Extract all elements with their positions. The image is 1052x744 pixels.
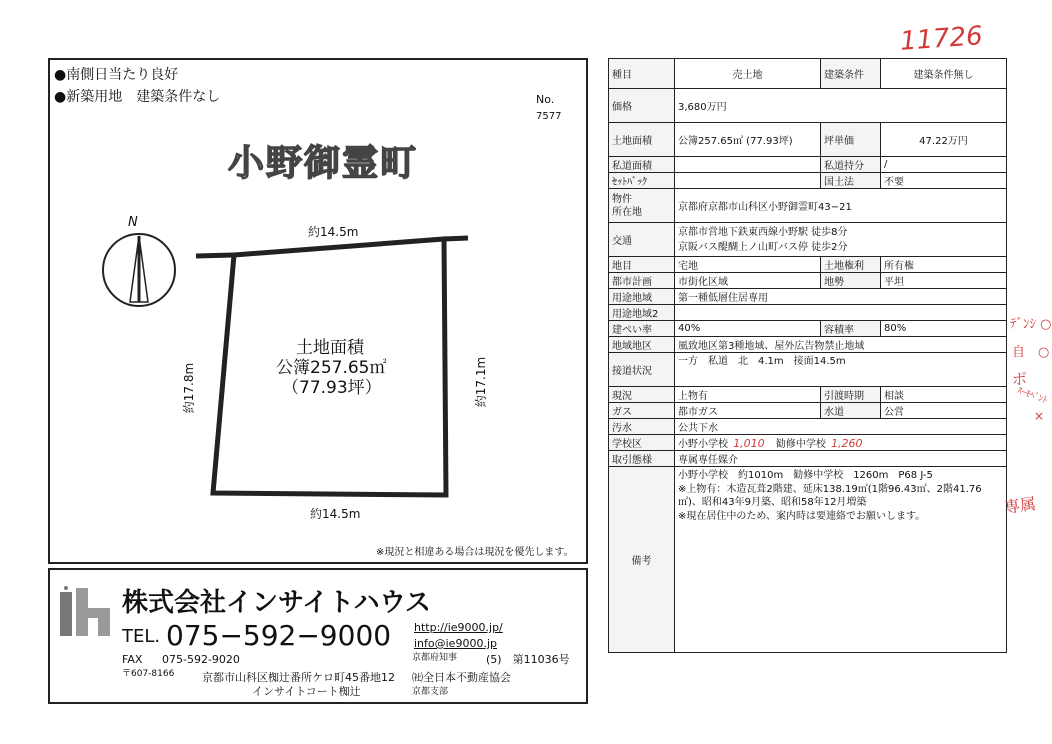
handwritten-id: 11726 bbox=[899, 21, 984, 57]
remarks-line-2: ※上物有：木造瓦葺2階建、延床138.19㎡(1階96.43㎡、2階41.76 bbox=[678, 483, 982, 495]
feature-1: ●南側日当たり良好 bbox=[54, 67, 179, 83]
school-elementary: 小野小学校 bbox=[678, 439, 728, 450]
dimension-right: 約17.1m bbox=[474, 356, 489, 408]
traffic-line-2: 京阪バス醍醐上ノ山町バス停 徒歩2分 bbox=[678, 241, 848, 253]
private-road-label: 私道面積 bbox=[609, 157, 675, 173]
company-logo-icon bbox=[58, 586, 114, 638]
far-label: 容積率 bbox=[821, 321, 881, 337]
zone2-value bbox=[675, 305, 1007, 321]
school-junior-distance: 1,260 bbox=[831, 437, 863, 450]
annotation-5: × bbox=[1034, 409, 1045, 423]
chimoku-label: 地目 bbox=[609, 257, 675, 273]
zone1-label: 用途地域 bbox=[609, 289, 675, 305]
association-branch: 京都支部 bbox=[412, 687, 449, 697]
remarks-line-3: ㎡)、昭和43年9月築、昭和58年12月増築 bbox=[678, 497, 867, 508]
sewage-label: 汚水 bbox=[609, 419, 675, 435]
license-authority: 京都府知事 bbox=[412, 653, 458, 663]
road-access-value: 一方 私道 北 4.1m 接面14.5m bbox=[675, 353, 1007, 387]
school-elementary-distance: 1,010 bbox=[733, 437, 765, 450]
handover-label: 引渡時期 bbox=[821, 387, 881, 403]
tel-label: TEL. bbox=[122, 626, 161, 647]
water-value: 公営 bbox=[881, 403, 1007, 419]
location-label-1: 物件 bbox=[612, 193, 632, 205]
location-label bbox=[609, 189, 675, 223]
company-url[interactable]: http://ie9000.jp/ bbox=[414, 621, 503, 634]
status-value: 上物有 bbox=[675, 387, 821, 403]
bcr-label: 建ぺい率 bbox=[609, 321, 675, 337]
remarks-line-1: 小野小学校 約1010m 勧修中学校 1260m P68 J-5 bbox=[678, 470, 933, 481]
company-building: インサイトコート椥辻 bbox=[252, 685, 361, 698]
setback-label: ｾｯﾄﾊﾞｯｸ bbox=[609, 173, 675, 189]
license-number: (5) 第11036号 bbox=[486, 653, 570, 666]
lot-area-label: 土地面積 bbox=[296, 338, 364, 358]
fax-label: FAX bbox=[122, 653, 143, 666]
property-panel bbox=[48, 58, 588, 564]
lot-area-tsubo: （77.93坪） bbox=[282, 378, 382, 398]
location-label-2: 所在地 bbox=[612, 206, 642, 218]
annotation-2: 自 ○ bbox=[1012, 345, 1050, 360]
school-label: 学校区 bbox=[609, 435, 675, 451]
water-label: 水道 bbox=[821, 403, 881, 419]
annotation-1: ﾃﾞﾝｼ ○ bbox=[1010, 317, 1052, 332]
sewage-value: 公共下水 bbox=[675, 419, 1007, 435]
condition-value: 建築条件無し bbox=[881, 59, 1007, 89]
price-label: 価格 bbox=[609, 89, 675, 123]
annotation-6: 専属 bbox=[1002, 493, 1038, 518]
district-label: 地域地区 bbox=[609, 337, 675, 353]
postal-code: 〒607-8166 bbox=[122, 669, 175, 679]
tsubo-price-value: 47.22万円 bbox=[881, 123, 1007, 157]
type-value: 売土地 bbox=[675, 59, 821, 89]
tel-number[interactable]: 075−592−9000 bbox=[166, 619, 392, 652]
private-road-value bbox=[675, 157, 821, 173]
price-value: 3,680万円 bbox=[675, 89, 1007, 123]
deal-type-value: 専属専任媒介 bbox=[675, 451, 1007, 467]
city-plan-value: 市街化区域 bbox=[675, 273, 821, 289]
setback-value bbox=[675, 173, 821, 189]
location-value: 京都府京都市山科区小野御霊町43−21 bbox=[675, 189, 1007, 223]
dimension-left: 約17.8m bbox=[182, 362, 197, 414]
annotation-3: ポ bbox=[1012, 370, 1028, 388]
fax-number: 075-592-9020 bbox=[162, 653, 240, 666]
land-area-value: 公簿257.65㎡ (77.93坪) bbox=[675, 123, 821, 157]
no-label: No. bbox=[536, 93, 555, 106]
land-area-label: 土地面積 bbox=[609, 123, 675, 157]
gas-label: ガス bbox=[609, 403, 675, 419]
district-value: 風致地区第3種地域、屋外広告物禁止地域 bbox=[675, 337, 1007, 353]
far-value: 80% bbox=[881, 321, 1007, 337]
school-junior: 勧修中学校 bbox=[775, 439, 826, 450]
annotation-4: ｽｰﾓﾍﾞﾝﾄ bbox=[1015, 385, 1049, 407]
private-share-label: 私道持分 bbox=[821, 157, 881, 173]
terrain-value: 平坦 bbox=[881, 273, 1007, 289]
company-panel bbox=[48, 568, 588, 704]
remarks-line-4: ※現在居住中のため、案内時は要連絡でお願いします。 bbox=[678, 510, 926, 522]
zone1-value: 第一種低層住居専用 bbox=[675, 289, 1007, 305]
dimension-bottom: 約14.5m bbox=[310, 507, 361, 521]
company-address: 京都市山科区椥辻番所ケロ町45番地12 bbox=[202, 671, 395, 684]
land-right-value: 所有権 bbox=[881, 257, 1007, 273]
gas-value: 都市ガス bbox=[675, 403, 821, 419]
zone2-label: 用途地域2 bbox=[609, 305, 675, 321]
city-plan-label: 都市計画 bbox=[609, 273, 675, 289]
compass-label: N bbox=[128, 215, 138, 230]
terrain-label: 地勢 bbox=[821, 273, 881, 289]
school-value bbox=[675, 435, 1007, 451]
remarks-label: 備考 bbox=[609, 467, 675, 653]
condition-label: 建築条件 bbox=[821, 59, 881, 89]
company-name: 株式会社インサイトハウス bbox=[122, 588, 431, 618]
traffic-label: 交通 bbox=[609, 223, 675, 257]
private-share-value: / bbox=[881, 157, 1007, 173]
status-label: 現況 bbox=[609, 387, 675, 403]
chimoku-value: 宅地 bbox=[675, 257, 821, 273]
area-title: 小野御霊町 bbox=[228, 143, 419, 184]
dimension-top: 約14.5m bbox=[308, 225, 359, 239]
land-law-label: 国土法 bbox=[821, 173, 881, 189]
no-value: 7577 bbox=[536, 111, 562, 122]
handover-value: 相談 bbox=[881, 387, 1007, 403]
lot-outline bbox=[50, 60, 590, 566]
road-access-label: 接道状況 bbox=[609, 353, 675, 387]
deal-type-label: 取引態様 bbox=[609, 451, 675, 467]
spec-table bbox=[608, 58, 1007, 653]
traffic-line-1: 京都市営地下鉄東西線小野駅 徒歩8分 bbox=[678, 226, 848, 238]
land-law-value: 不要 bbox=[881, 173, 1007, 189]
traffic-value bbox=[675, 223, 1007, 257]
footnote: ※現況と相違ある場合は現況を優先します。 bbox=[376, 547, 574, 558]
type-label: 種目 bbox=[609, 59, 675, 89]
lot-area-value: 公簿257.65㎡ bbox=[276, 358, 387, 378]
tsubo-price-label: 坪単価 bbox=[821, 123, 881, 157]
bcr-value: 40% bbox=[675, 321, 821, 337]
feature-2: ●新築用地 建築条件なし bbox=[54, 89, 221, 105]
remarks-value bbox=[675, 467, 1007, 653]
land-right-label: 土地権利 bbox=[821, 257, 881, 273]
association-name: ㈳全日本不動産協会 bbox=[412, 671, 511, 684]
company-email[interactable]: info@ie9000.jp bbox=[414, 637, 497, 650]
